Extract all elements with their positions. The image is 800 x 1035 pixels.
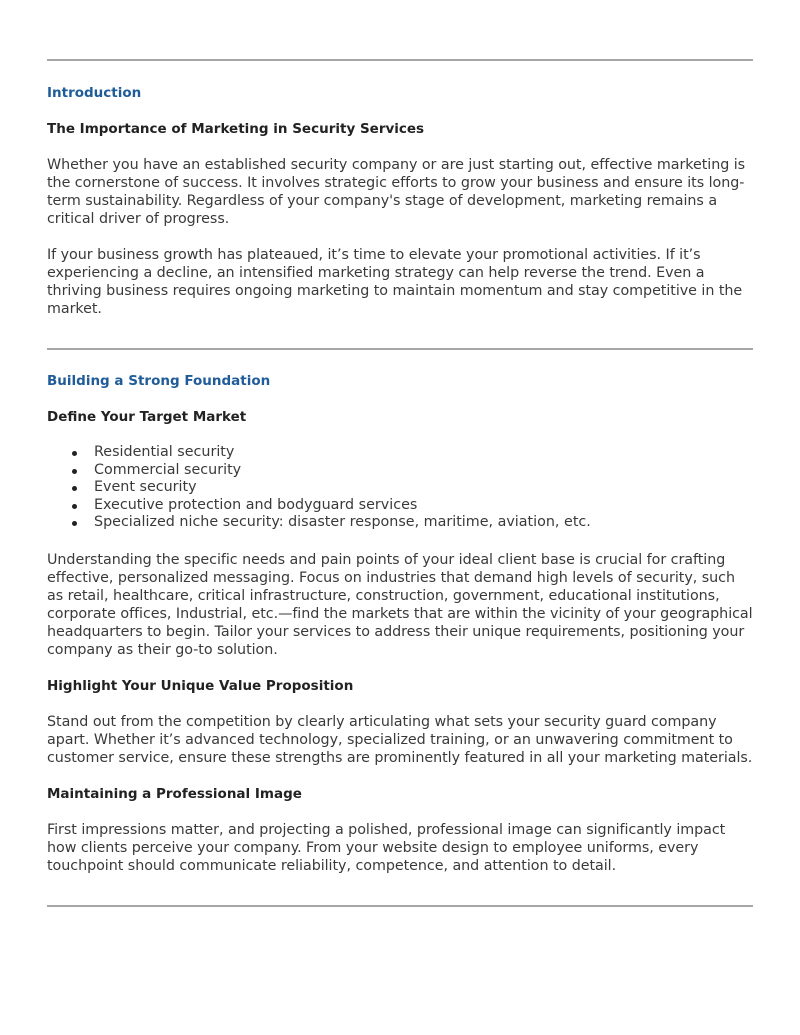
list-item: Executive protection and bodyguard services — [47, 497, 753, 515]
professional-image-paragraph: First impressions matter, and projecting a polished, professional image can significantly impact how clients perceive your company. From your website design to employee uniforms, every touchpoint should communicate reliability, competence, and attention to detail. — [47, 821, 726, 874]
target-market-list — [47, 444, 753, 532]
list-item: Residential security — [47, 444, 753, 462]
target-market-subheading: Define Your Target Market — [47, 409, 247, 425]
list-item: Specialized niche security: disaster response, maritime, aviation, etc. — [47, 514, 753, 532]
intro-paragraph-1: Whether you have an established security company or are just starting out, effective marketing is the cornerstone of success. It involves strategic efforts to grow your business and ensure its long-term sustainability. Regardless of your company's stage of development, marketing remains a critical driver of progress. — [47, 157, 746, 227]
introduction-heading: Introduction — [47, 85, 142, 101]
importance-subheading: The Importance of Marketing in Security Services — [47, 121, 425, 137]
middle-divider — [47, 348, 753, 350]
foundation-heading: Building a Strong Foundation — [47, 373, 271, 389]
intro-paragraph-2: If your business growth has plateaued, it’s time to elevate your promotional activities. If it’s experiencing a decline, an intensified marketing strategy can help reverse the trend. Even a thriving business requires ongoing marketing to maintain momentum and stay competitive in the market. — [47, 247, 743, 317]
list-item: Event security — [47, 479, 753, 497]
value-proposition-subheading: Highlight Your Unique Value Proposition — [47, 677, 354, 694]
value-proposition-paragraph: Stand out from the competition by clearly articulating what sets your security guard company apart. Whether it’s advanced technology, specialized training, or an unwavering commitment to customer service, ensure these strengths are prominently featured in all your marketing materials. — [47, 713, 753, 766]
bottom-divider — [47, 905, 753, 907]
list-item: Commercial security — [47, 462, 753, 480]
target-market-paragraph: Understanding the specific needs and pain points of your ideal client base is crucial for crafting effective, personalized messaging. Focus on industries that demand high levels of security, such as retail, healthcare, critical infrastructure, construction, government, educational institutions, corporate offices, Industrial, etc.—find the markets that are within the vicinity of your geographical headquarters to begin. Tailor your services to address their unique requirements, positioning your company as their go-to solution. — [47, 551, 753, 658]
document-page — [47, 59, 753, 907]
top-divider — [47, 59, 753, 61]
professional-image-subheading: Maintaining a Professional Image — [47, 785, 302, 802]
